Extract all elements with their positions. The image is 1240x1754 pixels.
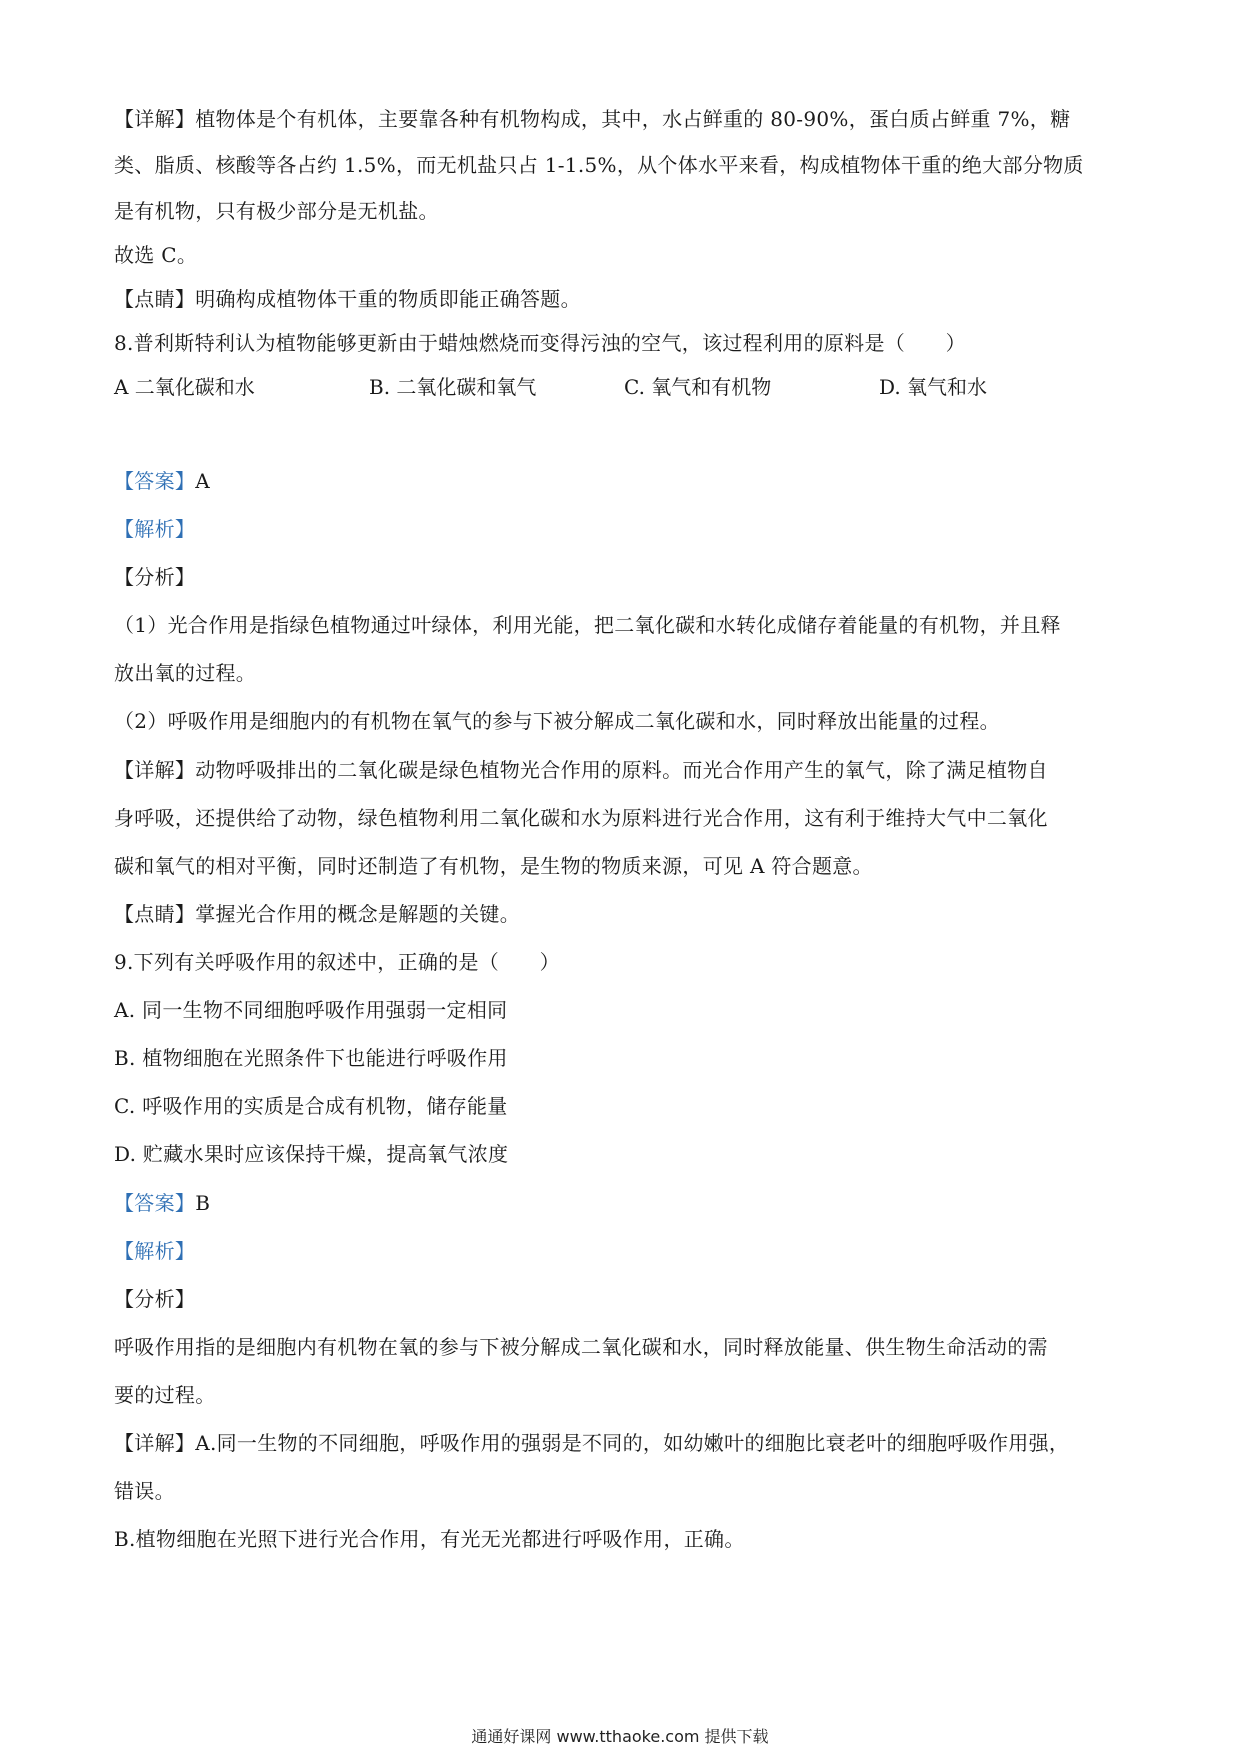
q7-choice: 故选 C。 <box>114 243 198 267</box>
q8-comment: 【点睛】掌握光合作用的概念是解题的关键。 <box>114 902 520 926</box>
q8-detail-line-1: 【详解】动物呼吸排出的二氧化碳是绿色植物光合作用的原料。而光合作用产生的氧气，除了满足植物自 <box>114 758 1048 782</box>
q9-answer <box>114 1188 1134 1218</box>
q7-detail-line-3: 是有机物，只有极少部分是无机盐。 <box>114 199 439 223</box>
q9-detail-line-1: 【详解】A.同一生物的不同细胞，呼吸作用的强弱是不同的，如幼嫩叶的细胞比衰老叶的细胞呼吸作用强， <box>114 1431 1070 1455</box>
q7-detail-line-2: 类、脂质、核酸等各占约 1.5%，而无机盐只占 1-1.5%，从个体水平来看，构成植物体干重的绝大部分物质 <box>114 153 1084 177</box>
page-footer: 通通好课网 www.tthaoke.com 提供下载 <box>471 1727 769 1746</box>
q8-detail-line-2: 身呼吸，还提供给了动物，绿色植物利用二氧化碳和水为原料进行光合作用，这有利于维持大气中二氧化 <box>114 806 1048 830</box>
q9-stem: 9.下列有关呼吸作用的叙述中，正确的是（ ） <box>114 950 560 974</box>
q9-fenxi-line-2: 要的过程。 <box>114 1383 216 1407</box>
q9-option-a: A. 同一生物不同细胞呼吸作用强弱一定相同 <box>114 998 508 1022</box>
q8-fenxi-1a: （1）光合作用是指绿色植物通过叶绿体，利用光能，把二氧化碳和水转化成储存着能量的有机物，并且释 <box>114 613 1061 637</box>
q9-detail-line-2: 错误。 <box>114 1479 175 1503</box>
q9-fenxi-heading: 【分析】 <box>114 1287 196 1311</box>
q8-answer-value: A <box>195 469 210 493</box>
q9-detail-b: B.植物细胞在光照下进行光合作用，有光无光都进行呼吸作用，正确。 <box>114 1527 745 1551</box>
q8-option-a: A 二氧化碳和水 <box>114 375 255 399</box>
q8-option-d: D. 氧气和水 <box>879 375 988 399</box>
q8-fenxi-2: （2）呼吸作用是细胞内的有机物在氧气的参与下被分解成二氧化碳和水，同时释放出能量的过程。 <box>114 709 1000 733</box>
q9-option-d: D. 贮藏水果时应该保持干燥，提高氧气浓度 <box>114 1142 509 1166</box>
q9-jiexi-heading: 【解析】 <box>114 1239 196 1263</box>
q8-jiexi-heading: 【解析】 <box>114 517 196 541</box>
q8-answer-tag: 【答案】 <box>114 469 196 493</box>
q9-option-b: B. 植物细胞在光照条件下也能进行呼吸作用 <box>114 1046 508 1070</box>
q9-fenxi-line-1: 呼吸作用指的是细胞内有机物在氧的参与下被分解成二氧化碳和水，同时释放能量、供生物生命活动的需 <box>114 1335 1048 1359</box>
q9-answer-tag: 【答案】 <box>114 1191 196 1215</box>
q8-fenxi-1b: 放出氧的过程。 <box>114 661 257 685</box>
q9-option-c: C. 呼吸作用的实质是合成有机物，储存能量 <box>114 1094 508 1118</box>
q8-option-b: B. 二氧化碳和氧气 <box>369 375 537 399</box>
q8-option-c: C. 氧气和有机物 <box>624 375 772 399</box>
q8-answer <box>114 466 1134 496</box>
q7-comment: 【点睛】明确构成植物体干重的物质即能正确答题。 <box>114 287 581 311</box>
q8-stem: 8.普利斯特利认为植物能够更新由于蜡烛燃烧而变得污浊的空气，该过程利用的原料是（ ） <box>114 331 966 355</box>
q8-detail-line-3: 碳和氧气的相对平衡，同时还制造了有机物，是生物的物质来源，可见 A 符合题意。 <box>114 854 873 878</box>
q8-fenxi-heading: 【分析】 <box>114 565 196 589</box>
q9-answer-value: B <box>195 1191 211 1215</box>
q7-detail-line-1: 【详解】植物体是个有机体，主要靠各种有机物构成，其中，水占鲜重的 80-90%，蛋白质占鲜重 7%，糖 <box>114 107 1071 131</box>
